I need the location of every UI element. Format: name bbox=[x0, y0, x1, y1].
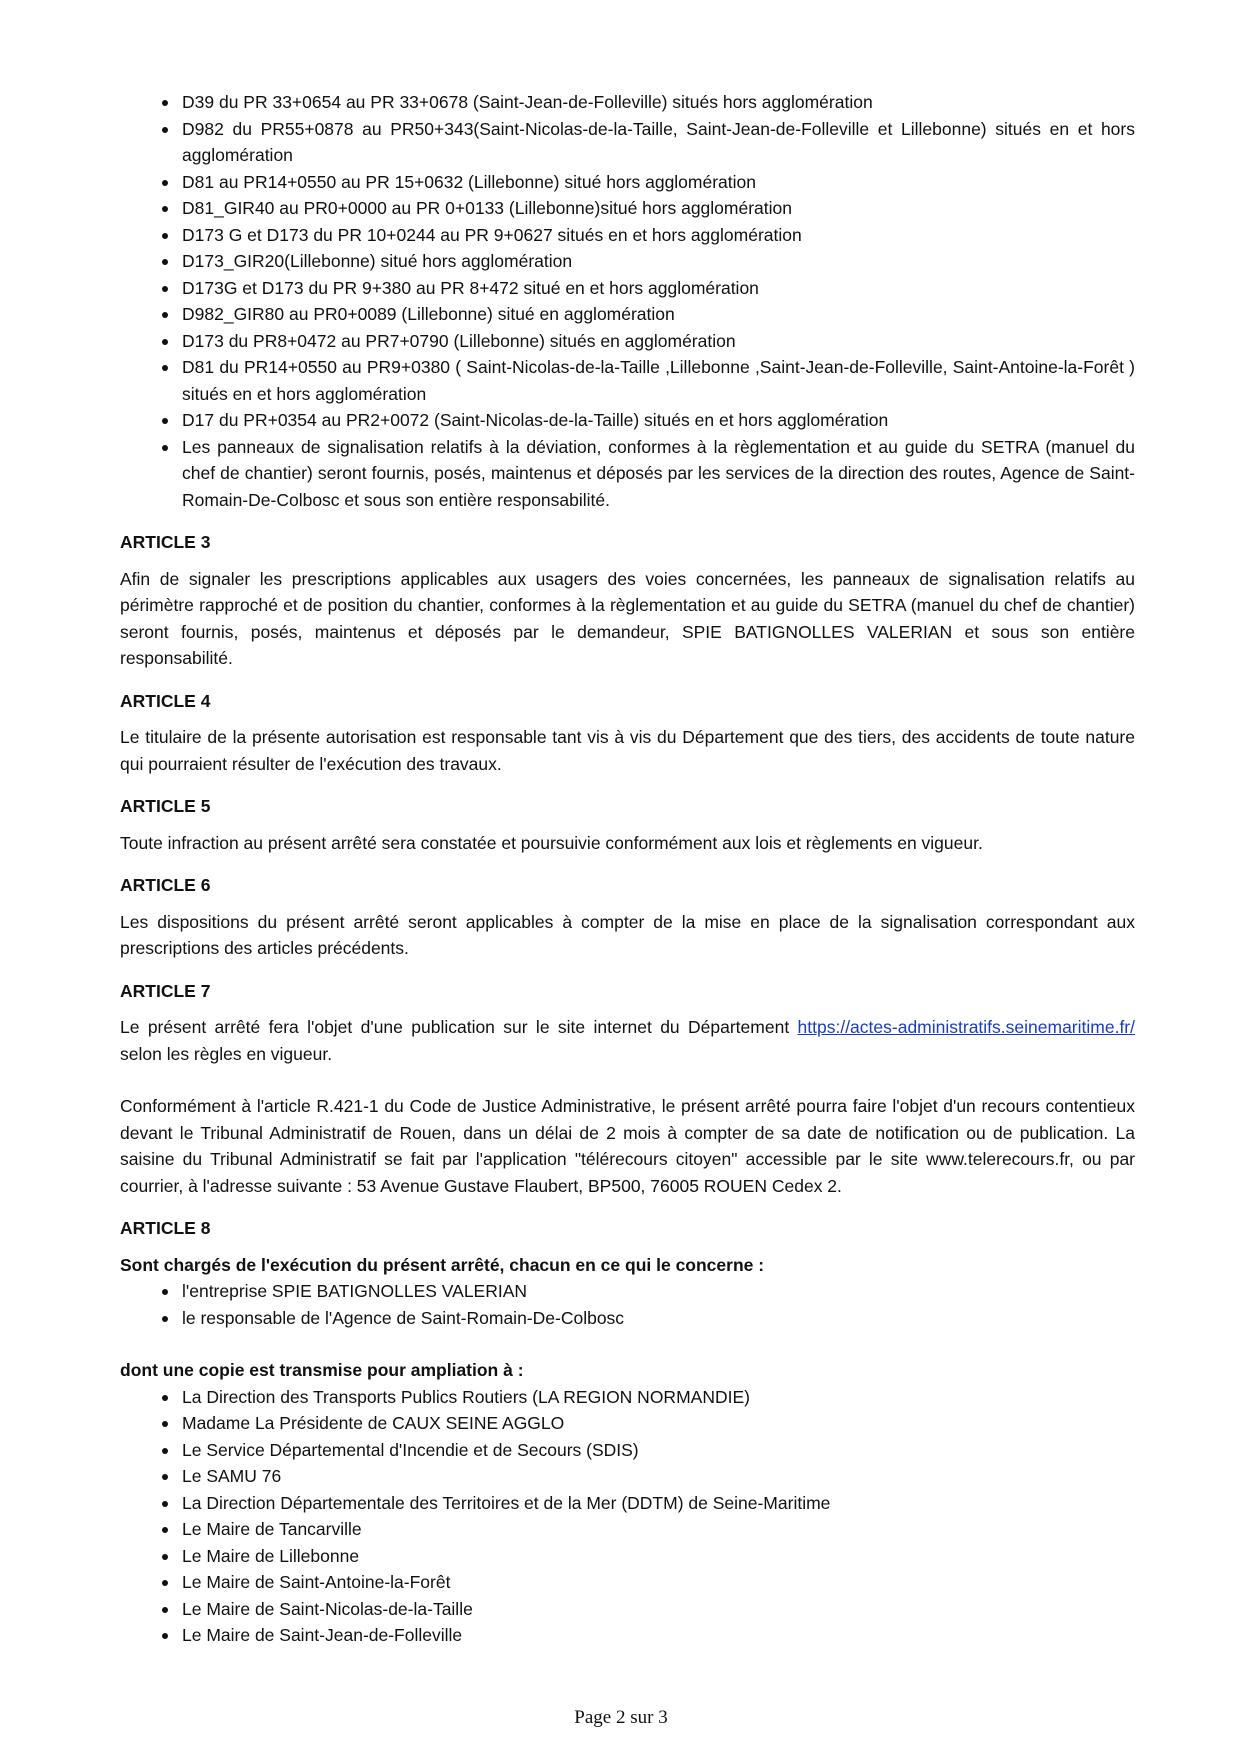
copie-list bbox=[120, 1384, 1135, 1649]
list-item: Le Maire de Saint-Antoine-la-Forêt bbox=[120, 1569, 1135, 1596]
list-item: D982 du PR55+0878 au PR50+343(Saint-Nicolas-de-la-Taille, Saint-Jean-de-Folleville et Lillebonne) situés en et hors agglomération bbox=[120, 116, 1135, 169]
article-8-title: ARTICLE 8 bbox=[120, 1218, 211, 1238]
list-item: D81 du PR14+0550 au PR9+0380 ( Saint-Nicolas-de-la-Taille ,Lillebonne ,Saint-Jean-de-Folleville, Saint-Antoine-la-Forêt ) situés en et hors agglomération bbox=[120, 354, 1135, 407]
list-item: l'entreprise SPIE BATIGNOLLES VALERIAN bbox=[120, 1278, 1135, 1305]
list-item: Le Maire de Saint-Jean-de-Folleville bbox=[120, 1622, 1135, 1649]
article-7-text bbox=[120, 1014, 1135, 1067]
article-5-text: Toute infraction au présent arrêté sera constatée et poursuivie conformément aux lois et règlements en vigueur. bbox=[120, 832, 983, 853]
article-6-title: ARTICLE 6 bbox=[120, 875, 211, 895]
document-body bbox=[120, 89, 1135, 1649]
recours-text: Conformément à l'article R.421-1 du Code de Justice Administrative, le présent arrêté pourra faire l'objet d'un recours contentieux devant le Tribunal Administratif de Rouen, dans un délai de 2 mois à compter de sa date de notification ou de publication. La saisine du Tribunal Administratif se fait par l'application "télérecours citoyen" accessible par le site www.telerecours.fr, ou par courrier, à l'adresse suivante : 53 Avenue Gustave Flaubert, BP500, 76005 ROUEN Cedex 2. bbox=[120, 1096, 1135, 1196]
road-list bbox=[120, 89, 1135, 513]
list-item: le responsable de l'Agence de Saint-Romain-De-Colbosc bbox=[120, 1305, 1135, 1332]
list-item: Le Maire de Saint-Nicolas-de-la-Taille bbox=[120, 1596, 1135, 1623]
list-item: D81_GIR40 au PR0+0000 au PR 0+0133 (Lillebonne)situé hors agglomération bbox=[120, 195, 1135, 222]
article-7-text-before: Le présent arrêté fera l'objet d'une publication sur le site internet du Département bbox=[120, 1017, 798, 1037]
charges-list bbox=[120, 1278, 1135, 1331]
list-item: D173G et D173 du PR 9+380 au PR 8+472 situé en et hors agglomération bbox=[120, 275, 1135, 302]
list-item: Le Maire de Tancarville bbox=[120, 1516, 1135, 1543]
page-number: Page 2 sur 3 bbox=[574, 1707, 668, 1728]
article-7-text-after: selon les règles en vigueur. bbox=[120, 1043, 333, 1064]
article-4-text: Le titulaire de la présente autorisation est responsable tant vis à vis du Département que des tiers, des accidents de toute nature qui pourraient résulter de l'exécution des travaux. bbox=[120, 727, 1135, 774]
list-item: D39 du PR 33+0654 au PR 33+0678 (Saint-Jean-de-Folleville) situés hors agglomération bbox=[120, 89, 1135, 116]
list-item: D173 G et D173 du PR 10+0244 au PR 9+0627 situés en et hors agglomération bbox=[120, 222, 1135, 249]
copie-heading: dont une copie est transmise pour ampliation à : bbox=[120, 1360, 524, 1380]
list-item: Madame La Présidente de CAUX SEINE AGGLO bbox=[120, 1410, 1135, 1437]
list-item: Le Service Départemental d'Incendie et de Secours (SDIS) bbox=[120, 1437, 1135, 1464]
list-item: D982_GIR80 au PR0+0089 (Lillebonne) situé en agglomération bbox=[120, 301, 1135, 328]
article-5-title: ARTICLE 5 bbox=[120, 796, 211, 816]
list-item: Le Maire de Lillebonne bbox=[120, 1543, 1135, 1570]
charges-heading: Sont chargés de l'exécution du présent arrêté, chacun en ce qui le concerne : bbox=[120, 1254, 765, 1275]
list-item: D81 au PR14+0550 au PR 15+0632 (Lillebonne) situé hors agglomération bbox=[120, 169, 1135, 196]
article-4-title: ARTICLE 4 bbox=[120, 690, 211, 711]
article-3-text: Afin de signaler les prescriptions applicables aux usagers des voies concernées, les panneaux de signalisation relatifs au périmètre rapproché et de position du chantier, conformes à la règlementation et au guide du SETRA (manuel du chef de chantier) seront fournis, posés, maintenus et déposés par le demandeur, SPIE BATIGNOLLES VALERIAN et sous son entière responsabilité. bbox=[120, 568, 1135, 668]
list-item: D173_GIR20(Lillebonne) situé hors agglomération bbox=[120, 248, 1135, 275]
list-item: Le SAMU 76 bbox=[120, 1463, 1135, 1490]
list-item: Les panneaux de signalisation relatifs à la déviation, conformes à la règlementation et au guide du SETRA (manuel du chef de chantier) seront fournis, posés, maintenus et déposés par les services de la direction des routes, Agence de Saint-Romain-De-Colbosc et sous son entière responsabilité. bbox=[120, 434, 1135, 514]
list-item: La Direction des Transports Publics Routiers (LA REGION NORMANDIE) bbox=[120, 1384, 1135, 1411]
article-7-title: ARTICLE 7 bbox=[120, 980, 211, 1001]
article-6-text: Les dispositions du présent arrêté seront applicables à compter de la mise en place de la signalisation correspondant aux prescriptions des articles précédents. bbox=[120, 911, 1135, 958]
list-item: La Direction Départementale des Territoires et de la Mer (DDTM) de Seine-Maritime bbox=[120, 1490, 1135, 1517]
article-3-title: ARTICLE 3 bbox=[120, 532, 211, 552]
list-item: D173 du PR8+0472 au PR7+0790 (Lillebonne) situés en agglomération bbox=[120, 328, 1135, 355]
publication-link[interactable]: https://actes-administratifs.seinemaritime.fr/ bbox=[797, 1017, 1135, 1037]
list-item: D17 du PR+0354 au PR2+0072 (Saint-Nicolas-de-la-Taille) situés en et hors agglomération bbox=[120, 407, 1135, 434]
